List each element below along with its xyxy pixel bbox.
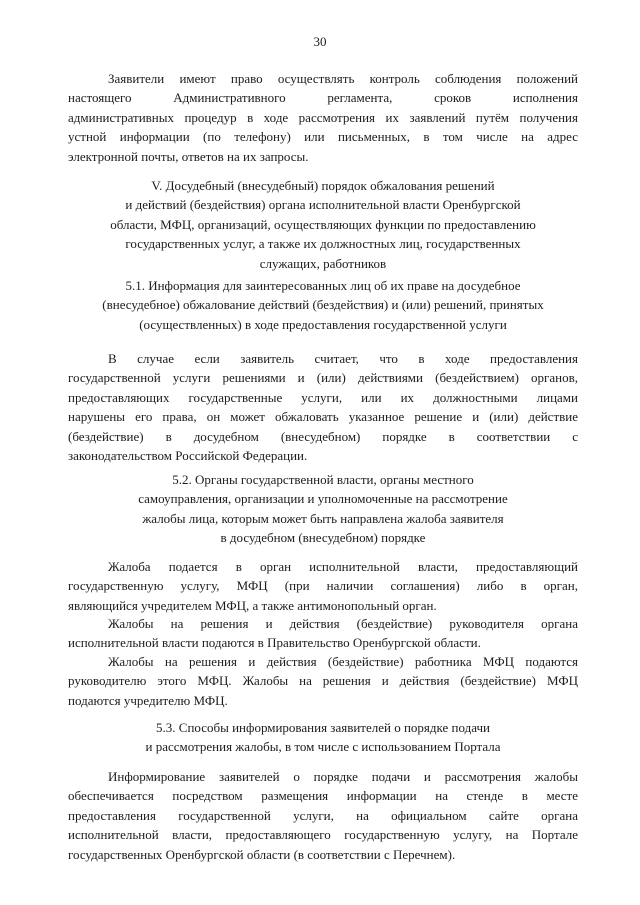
text-line: Жалоба подается в орган исполнительной власти, предоставляющий [108,559,578,574]
paragraph-5-2-government [68,614,578,653]
text-line: Жалобы на решения и действия (бездействие) работника МФЦ подаются [108,654,578,669]
text-line: и рассмотрения жалобы, в том числе с использованием Портала [145,739,501,755]
text-line: 5.1. Информация для заинтересованных лиц об их праве на досудебное [125,278,521,293]
text-line: государственную услугу, МФЦ (при наличии соглашения) либо в орган, [68,578,578,594]
text-line: В случае если заявитель считает, что в ходе предоставления [108,351,578,366]
text-line: 5.2. Органы государственной власти, органы местного [172,472,474,487]
text-line: являющийся учредителем МФЦ, а также антимонопольный орган. [68,597,437,613]
section-v-heading [68,176,578,273]
text-line: Информирование заявителей о порядке подачи и рассмотрения жалобы [108,769,578,784]
text-line: и действий (бездействия) органа исполнительной власти Оренбургской [125,197,521,213]
heading-5-1 [68,276,578,334]
text-line: (внесудебное) обжалование действий (бездействия) и (или) решений, принятых [102,297,544,313]
text-line: V. Досудебный (внесудебный) порядок обжалования решений [151,178,495,193]
text-line: государственных услуг, а также их должностных лиц, государственных [125,236,521,252]
paragraph-5-2-complaint-bodies [68,557,578,615]
page-number: 30 [313,34,327,49]
text-line: предоставляющих государственные услуги, или их должностными лицами [68,389,578,405]
paragraph-5-1 [68,349,578,465]
text-line: жалобы лица, которым может быть направлена жалоба заявителя [142,510,504,526]
text-line: подаются учредителю МФЦ. [68,692,228,708]
text-line: руководителю этого МФЦ. Жалобы на решения и действия (бездействие) МФЦ [68,673,578,689]
text-line: устной информации (по телефону) или письменных, в том числе на адрес [68,129,578,145]
heading-5-2 [68,470,578,548]
text-line: исполнительной власти подаются в Правительство Оренбургской области. [68,635,481,651]
paragraph-5-2-mfc [68,652,578,710]
text-line: (бездействие) в досудебном (внесудебном) порядке в соответствии с [68,428,578,444]
text-line: области, МФЦ, организаций, осуществляющих функции по предоставлению [110,216,536,232]
text-line: Заявители имеют право осуществлять контроль соблюдения положений [108,71,578,86]
text-line: электронной почты, ответов на их запросы. [68,148,309,164]
text-line: административных процедур в ходе рассмотрения их заявлений путём получения [68,109,578,125]
text-line: государственной услуги решениями и (или) действиями (бездействием) органов, [68,370,578,386]
text-line: 5.3. Способы информирования заявителей о порядке подачи [156,720,490,735]
text-line: настоящего Административного регламента, сроков исполнения [68,90,578,106]
paragraph-rights [68,69,578,166]
text-line: государственных Оренбургской области (в соответствии с Перечнем). [68,846,456,862]
text-line: законодательством Российской Федерации. [68,448,308,464]
text-line: предоставления государственной услуги, на официальном сайте органа [68,807,578,823]
paragraph-5-3 [68,767,578,864]
text-line: нарушены его права, он может обжаловать указанное решение и (или) действие [68,409,578,425]
text-line: (осуществленных) в ходе предоставления государственной услуги [139,316,507,332]
text-line: обеспечивается посредством размещения информации на стенде в месте [68,788,578,804]
text-line: исполнительной власти, предоставляющего государственную услугу, на Портале [68,827,578,843]
text-line: самоуправления, организации и уполномоченные на рассмотрение [138,491,508,507]
text-line: в досудебном (внесудебном) порядке [220,530,426,546]
heading-5-3 [68,718,578,757]
text-line: Жалобы на решения и действия (бездействие) руководителя органа [108,616,578,631]
text-line: служащих, работников [259,255,387,271]
